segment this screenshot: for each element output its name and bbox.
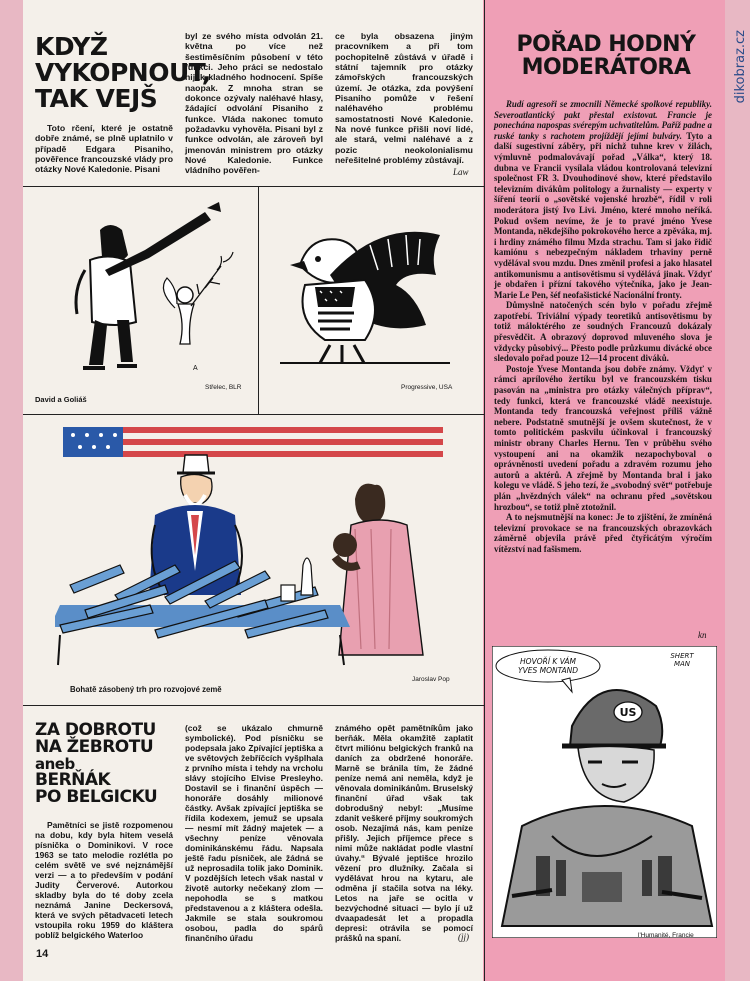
article3-p2: Důmyslně natočených scén bylo v pořadu zřejmě zapotřebí. Triviální výpady teoretiků antisovětismu by totiž máloktérého ze soudných Francouzů dokázaly přesvědčit. A obrazový doprovod mluveného slova je vždycky působivý... Přesto podle průzkumu divácké obce sledovalo pořad pouze 12—14 procent diváků. (494, 300, 712, 364)
cartoon2-source: Progressive, USA (401, 384, 453, 391)
article2-signature: (jj) (458, 932, 469, 942)
cartoon4-bubble-line2: YVES MONTAND (518, 666, 578, 675)
cartoon1-source: Střelec, BLR (205, 384, 242, 391)
article2-headline: ZA DOBROTU NA ŽEBROTU aneb BERŇÁK PO BELGICKU (35, 720, 158, 808)
article3-body: Rudí agresoři se zmocnili Německé spolkové republiky. Severoatlantický pakt přestal existovat. Francie je ponechána napospas svérepým uchvatitelům. Paříž padne a ruské tanky s rachotem projíždějí jejími bulváry. Tyto a další sugestivní záběry, při nichž tuhne krev v žilách, výmluvně podmalovávají pořad „Válka“, který 18. dubna ve Francii vysílala vládou kontrolovaná televizní společnost FR 3. Dvouhodinové show, které představilo televizním divákům politology a žurnalisty — experty v šíření teorií o „sovětské vojenské hrozbě“, řídil v roli moderátora jistý Ivo Livi. Jméno, které mnoho neříká. Pokud ovšem nevíme, že je to pravé jméno Yvese Montanda, někdejšího pokrokového herce a zpěváka, mj. i hrdiny známého filmu Mzda strachu. Tam si jako řidič kamiónu s nebezpečným nákladem trhaviny perně vydělával svou mzdu. Dnes změnil profesi a jako hlasatel antikomunismu a antisovětismu si vydělává jinak. Vždyť je obdařen i přízní takového výtečníka, jako je Jean-Marie Le Pen, šéf neofašistické Nacionální fronty. Důmyslně natočených scén bylo v pořadu zřejmě zapotřebí. Triviální výpady teoretiků antisovětismu by totiž máloktérého ze soudných Francouzů dokázaly přesvědčit. A obrazový doprovod mluveného slova je vždycky působivý... Přesto podle průzkumu divácké obce sledovalo pořad pouze 12—14 procent diváků. Postoje Yvese Montanda jsou dobře známy. Vždyť v rámci aprílového žertíku byl ve francouzském tisku pasován na „ministra pro otázky válečných příprav“, tedy funkci, která ve francouzské vládě neexistuje. Montanda tedy francouzská veřejnost příliš vážně nebere. Podstatně smutnější je ovšem skutečnost, že v tomto politickém paskvilu účinkoval i francouzský ministr obrany Charles Hernu. Ten v průběhu svého vystoupení ani na okamžik nezapochyboval o oprávněnosti uvedení pořadu a zdravém rozumu jeho autorů a aktérů. A zřejmě by Montanda bral i jako kolegu ve vládě. S jeho tezí, že „svobodný svět“ potřebuje plán „hvězdných válek“ na ochranu před „sovětskou hrozbou“, se totiž plně ztotožnil. A to nejsmutnější na konec: Je to zjištění, že zmíněná televizní provokace se na francouzských obrazovkách záměrně objevila právě před čtyřicátým výročím vítězství nad fašismem. (494, 99, 712, 554)
article3-lead: Rudí agresoři se zmocnili Německé spolkové republiky. Severoatlantický pakt přestal existovat. Francie je ponechána napospas svérepým uchvatitelům. Paříž padne a ruské tanky s rachotem projíždějí jejími bulváry. (494, 99, 712, 141)
cartoon4-bubble-line1: HOVOŘÍ K VÁM (520, 657, 576, 666)
cartoon-frame-bottom (23, 705, 484, 706)
cartoon4-source: l'Humanité, Francie (638, 932, 694, 939)
article2-col1: Pamětníci se jistě rozpomenou na dobu, kdy byla hitem veselá písnička o Dominikovi. V roce 1963 se tato melodie rozlétla po celém světě ve své nejznámější verzi — a to především v podání Judity Červerové. Autorkou skladby byla do té doby zcela neznámá Janine Deckersová, která ve svých pětadvaceti letech vstoupila roku 1959 do kláštera poblíž belgického Waterloo (35, 820, 173, 940)
article3-headline: POŘAD HODNÝ MODERÁTORA (516, 32, 696, 80)
cartoon-frame-top (23, 186, 484, 187)
page-number: 14 (36, 948, 49, 960)
article1-col1: Toto rčení, které je ostatně dobře známé, se plně uplatnilo v případě Edgara Pisaniho, pověřence francouzské vlády pro otázky Nové Kaledonie. Pisani (35, 123, 173, 175)
article1-signature: Law (453, 167, 469, 177)
cartoon3-caption: Bohatě zásobený trh pro rozvojové země (70, 685, 222, 694)
svg-text:A: A (193, 365, 198, 372)
article1-headline: KDYŽ VYKOPNOUT, TAK VEJŠ (35, 32, 211, 113)
article3-signature: kn (698, 630, 707, 640)
cartoon-eagle (270, 205, 470, 375)
cartoon-frame-divider (258, 186, 259, 414)
column-divider (484, 0, 485, 981)
cartoon1-caption: David a Goliáš (35, 395, 87, 404)
cartoon3-source: Jaroslav Pop (412, 676, 450, 683)
cartoon-montand-soldier (492, 646, 717, 938)
cartoon-market (55, 425, 445, 670)
article2-col3: známého opět pamětníkům jako berňák. Měla okamžitě zaplatit čtvrt miliónu belgických franků na daních za obdržené honoráře. Marně se bránila tím, že žádné peníze nemá ani neměla, když je věnovala dominikánům. Bruselský finanční úřad však tak dobrodušný nebyl: „Musíme zdanit veškeré příjmy soukromých osob. Nezajímá nás, kam peníze přišly. Jejich příjemce přece s nimi může nakládat podle vlastní úvahy.“ Bývalé jeptišce hrozilo vězení pro dlužníky. Začala si vydělávat hrou na kytaru, ale odměna jí stačila sotva na léky. Letos na jaře se ocitla v bezvýchodné situaci — bylo jí už dvaapadesát let a propadla depresi: otrávila se pomocí prášků na spaní. (335, 723, 473, 943)
cartoon4-helmet-label: US (619, 706, 637, 719)
cartoon4-author-line1: SHERT (670, 652, 694, 660)
cartoon-david-goliath (45, 200, 245, 380)
cartoon-frame-mid (23, 414, 484, 415)
article3-p3: Postoje Yvese Montanda jsou dobře známy. Vždyť v rámci aprílového žertíku byl ve francouzském tisku pasován na „ministra pro otázky válečných příprav“, tedy funkci, která ve francouzské vládě neexistuje. Montanda tedy francouzská veřejnost příliš vážně nebere. Podstatně smutnější je ovšem skutečnost, že v tomto politickém paskvilu účinkoval i francouzský ministr obrany Charles Hernu. Ten v průběhu svého vystoupení ani na okamžik nezapochyboval o oprávněnosti uvedení pořadu a zdravém rozumu jeho autorů a aktérů. A zřejmě by Montanda bral i jako kolegu ve vládě. S jeho tezí, že „svobodný svět“ potřebuje plán „hvězdných válek“ na ochranu před „sovětskou hrozbou“, se totiž plně ztotožnil. (494, 363, 712, 512)
article3-p4: A to nejsmutnější na konec: Je to zjištění, že zmíněná televizní provokace se na francouzských obrazovkách záměrně objevila právě před čtyřicátým výročím vítězství nad fašismem. (494, 512, 712, 554)
article1-col2: byl ze svého místa odvolán 21. května po více než šestiměsíčním působení v této funkci. Jeho práci se nedostalo nijak kladného hodnocení. Spíše naopak. Z mnoha stran se dokonce ozývaly naléhavé hlasy, žádající odvolání Pisaniho z funkce. Vláda nakonec tomuto požadavku vyhověla. Pisani byl z funkce odvolán, ale zároveň byl jmenován ministrem pro otázky Nové Kaledonie. Funkce vládního pověřen- (185, 31, 323, 176)
article2-col2: (což se ukázalo chmurně symbolické). Pod písničku se podepsala jako Zpívající jeptiška a ve světových žebříčcích vyšplhala z prvního místa i tehdy na vrcholu slávy stojícího Elvise Presleyho. Dostavil se i finanční úspěch — honoráře dosáhly milionové částky. Avšak zpívající jeptiška se řídila kodexem, jemuž se upsala — nesmí mít žádný majetek — a všechny peníze věnovala dominikánskému řádu. Napsala ještě řadu písniček, ale žádná se už neprosadila tolik jako Dominik. V pozdějších letech však nastal v životě autorky nečekaný zlom — nepohodla se s matkou představenou a z kláštera odešla. Jakmile se stala soukromou osobou, padla do spárů finančního úřadu (185, 723, 323, 943)
watermark: dikobraz.cz (733, 30, 748, 104)
cartoon4-author-line2: MAN (673, 660, 691, 668)
article1-col3: ce byla obsazena jiným pracovníkem a při tom pochopitelně zůstává v úřadě i státní tajemník pro otázky zámořských francouzských území. Je otázka, zda povýšení Pisaniho pomůže v řešení naléhavého problému samostatnosti Nové Kaledonie. Na nové funkce přišli noví lidé, ale stará, velmi naléhavé a z pozic neokolonialismu neřešitelné problémy zůstávají. (335, 31, 473, 166)
